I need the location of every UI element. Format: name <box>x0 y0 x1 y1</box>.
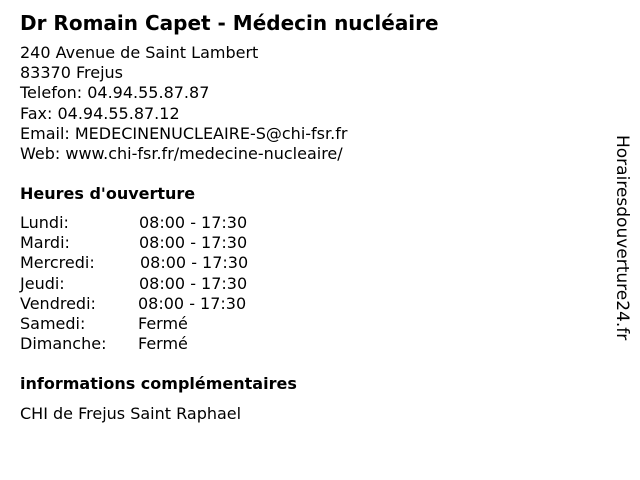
contact-details <box>20 43 347 164</box>
hours-row-friday <box>20 294 320 314</box>
hours-row-monday <box>20 213 320 233</box>
phone-text: Telefon: 04.94.55.87.87 <box>20 83 210 103</box>
hours-row-thursday <box>20 274 320 294</box>
hours-row-sunday <box>20 334 320 354</box>
hours-value: 08:00 - 17:30 <box>140 253 249 273</box>
site-watermark: Horairesdouverture24.fr <box>612 135 632 341</box>
hours-value: 08:00 - 17:30 <box>138 293 247 313</box>
hours-row-tuesday <box>20 233 320 253</box>
address-line-city: 83370 Frejus <box>20 63 124 83</box>
hours-row-saturday <box>20 314 320 334</box>
email-text: Email: MEDECINENUCLEAIRE-S@chi-fsr.fr <box>20 123 348 143</box>
day-label: Vendredi: <box>20 293 96 313</box>
day-label: Samedi: <box>20 313 86 333</box>
day-label: Lundi: <box>20 213 69 232</box>
page-title: Dr Romain Capet - Médecin nucléaire <box>20 11 439 35</box>
day-label: Mercredi: <box>20 253 95 273</box>
day-label: Jeudi: <box>20 273 65 293</box>
fax-text: Fax: 04.94.55.87.12 <box>20 103 180 123</box>
hours-value: Fermé <box>138 313 188 333</box>
hours-value: 08:00 - 17:30 <box>139 273 248 293</box>
day-label: Dimanche: <box>20 334 107 354</box>
day-label: Mardi: <box>20 233 70 253</box>
hours-value: 08:00 - 17:30 <box>139 213 248 232</box>
additional-info-heading: informations complémentaires <box>20 374 297 393</box>
opening-hours-heading: Heures d'ouverture <box>20 184 196 203</box>
hours-value: 08:00 - 17:30 <box>139 233 248 253</box>
web-text: Web: www.chi-fsr.fr/medecine-nucleaire/ <box>20 143 343 163</box>
hours-row-wednesday <box>20 253 320 273</box>
address-line-street: 240 Avenue de Saint Lambert <box>20 43 259 62</box>
opening-hours-list <box>20 213 320 354</box>
hours-value: Fermé <box>138 334 188 354</box>
additional-info-text: CHI de Frejus Saint Raphael <box>20 404 242 423</box>
